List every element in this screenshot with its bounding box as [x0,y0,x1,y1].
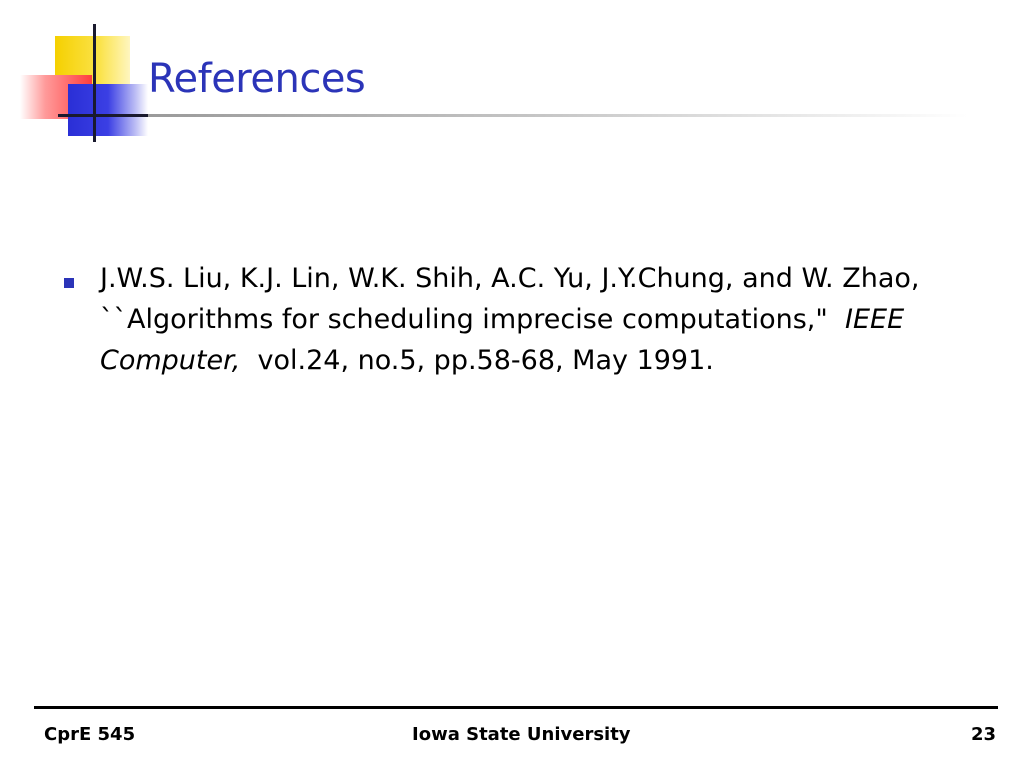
decorative-logo [0,0,160,150]
logo-horizontal-line [58,114,158,117]
footer-divider [34,706,998,709]
footer-page-number: 23 [970,724,996,745]
slide-title: References [148,56,366,102]
slide-content [64,258,984,381]
logo-blue-square [68,84,148,136]
reference-details: vol.24, no.5, pp.58-68, May 1991. [257,345,714,376]
reference-authors-title: J.W.S. Liu, K.J. Lin, W.K. Shih, A.C. Yu, J.Y.Chung, and W. Zhao, ``Algorithms for scheduling imprecise computations," [100,263,920,335]
reference-citation [100,258,980,381]
list-item [64,258,984,381]
bullet-square-icon [64,278,74,288]
logo-vertical-line [93,24,96,142]
reference-journal: IEEE Computer, [100,304,905,376]
title-underline [148,114,968,117]
footer-institution: Iowa State University [412,724,631,745]
footer-course: CprE 545 [44,724,136,745]
